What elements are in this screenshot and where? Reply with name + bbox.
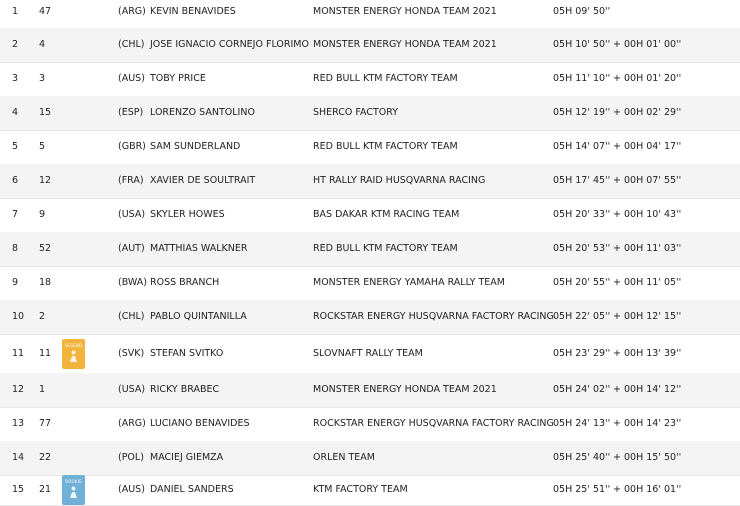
total-time-cell: 05H 14' 07'' xyxy=(553,141,611,152)
rider-name-link[interactable]: PABLO QUINTANILLA xyxy=(150,311,247,322)
total-time-cell: 05H 25' 40'' xyxy=(553,452,611,463)
bib-number-cell: 4 xyxy=(39,39,46,50)
nationality-cell: (USA) xyxy=(118,209,146,220)
table-row[interactable] xyxy=(0,28,740,63)
total-time-cell: 05H 20' 53'' xyxy=(553,243,611,254)
bib-number-cell: 22 xyxy=(39,452,52,463)
total-time-cell: 05H 22' 05'' xyxy=(553,311,611,322)
rider-figure-icon xyxy=(68,486,79,499)
bib-number-cell: 5 xyxy=(39,141,46,152)
nationality-cell: (ARG) xyxy=(118,418,146,429)
rider-name-link[interactable]: JOSE IGNACIO CORNEJO FLORIMO xyxy=(150,39,309,50)
bib-number-cell: 15 xyxy=(39,107,52,118)
time-gap-cell: + 00H 07' 55'' xyxy=(613,175,682,186)
team-name-cell: KTM FACTORY TEAM xyxy=(313,484,408,495)
position-cell: 8 xyxy=(12,243,19,254)
nationality-cell: (SVK) xyxy=(118,348,145,359)
bib-number-cell: 9 xyxy=(39,209,46,220)
time-gap-cell: + 00H 14' 12'' xyxy=(613,384,682,395)
bib-number-cell: 3 xyxy=(39,73,46,84)
nationality-cell: (AUT) xyxy=(118,243,145,254)
rider-name-link[interactable]: ROSS BRANCH xyxy=(150,277,220,288)
rider-name-link[interactable]: STEFAN SVITKO xyxy=(150,348,224,359)
nationality-cell: (GBR) xyxy=(118,141,146,152)
team-name-cell: SHERCO FACTORY xyxy=(313,107,399,118)
rider-name-link[interactable]: DANIEL SANDERS xyxy=(150,484,234,495)
table-row[interactable] xyxy=(0,441,740,476)
team-name-cell: SLOVNAFT RALLY TEAM xyxy=(313,348,423,359)
time-gap-cell: + 00H 14' 23'' xyxy=(613,418,682,429)
rider-name-link[interactable]: KEVIN BENAVIDES xyxy=(150,6,236,17)
table-row[interactable] xyxy=(0,266,740,301)
position-cell: 4 xyxy=(12,107,19,118)
rider-name-link[interactable]: MACIEJ GIEMZA xyxy=(150,452,224,463)
nationality-cell: (CHL) xyxy=(118,311,145,322)
table-row[interactable] xyxy=(0,198,740,233)
position-cell: 14 xyxy=(12,452,25,463)
bib-number-cell: 52 xyxy=(39,243,52,254)
bib-number-cell: 18 xyxy=(39,277,52,288)
time-gap-cell: + 00H 16' 01'' xyxy=(613,484,682,495)
position-cell: 3 xyxy=(12,73,19,84)
time-gap-cell: + 00H 12' 15'' xyxy=(613,311,682,322)
table-row[interactable] xyxy=(0,475,740,506)
time-gap-cell: + 00H 01' 00'' xyxy=(613,39,682,50)
time-gap-cell: + 00H 15' 50'' xyxy=(613,452,682,463)
rider-name-link[interactable]: XAVIER DE SOULTRAIT xyxy=(150,175,256,186)
team-name-cell: BAS DAKAR KTM RACING TEAM xyxy=(313,209,460,220)
position-cell: 9 xyxy=(12,277,19,288)
total-time-cell: 05H 12' 19'' xyxy=(553,107,611,118)
team-name-cell: MONSTER ENERGY HONDA TEAM 2021 xyxy=(313,6,497,17)
total-time-cell: 05H 24' 02'' xyxy=(553,384,611,395)
bib-number-cell: 47 xyxy=(39,6,52,17)
nationality-cell: (FRA) xyxy=(118,175,144,186)
rider-name-link[interactable]: TOBY PRICE xyxy=(150,73,206,84)
nationality-cell: (POL) xyxy=(118,452,144,463)
table-row[interactable] xyxy=(0,0,740,29)
nationality-cell: (AUS) xyxy=(118,73,145,84)
nationality-cell: (ESP) xyxy=(118,107,144,118)
total-time-cell: 05H 24' 13'' xyxy=(553,418,611,429)
position-cell: 5 xyxy=(12,141,19,152)
team-name-cell: ROCKSTAR ENERGY HUSQVARNA FACTORY RACING xyxy=(313,418,554,429)
time-gap-cell: + 00H 10' 43'' xyxy=(613,209,682,220)
table-row[interactable] xyxy=(0,96,740,131)
team-name-cell: MONSTER ENERGY HONDA TEAM 2021 xyxy=(313,384,497,395)
rider-name-link[interactable]: MATTHIAS WALKNER xyxy=(150,243,248,254)
table-row[interactable] xyxy=(0,300,740,335)
time-gap-cell: + 00H 02' 29'' xyxy=(613,107,682,118)
total-time-cell: 05H 10' 50'' xyxy=(553,39,611,50)
nationality-cell: (USA) xyxy=(118,384,146,395)
table-row[interactable] xyxy=(0,130,740,165)
rider-name-link[interactable]: SKYLER HOWES xyxy=(150,209,225,220)
table-row[interactable] xyxy=(0,407,740,442)
bib-number-cell: 11 xyxy=(39,348,52,359)
position-cell: 1 xyxy=(12,6,19,17)
team-name-cell: RED BULL KTM FACTORY TEAM xyxy=(313,243,458,254)
total-time-cell: 05H 23' 29'' xyxy=(553,348,611,359)
position-cell: 6 xyxy=(12,175,19,186)
bib-number-cell: 12 xyxy=(39,175,52,186)
table-row[interactable] xyxy=(0,164,740,199)
time-gap-cell: + 00H 11' 05'' xyxy=(613,277,682,288)
bib-number-cell: 21 xyxy=(39,484,52,495)
total-time-cell: 05H 20' 33'' xyxy=(553,209,611,220)
time-gap-cell: + 00H 04' 17'' xyxy=(613,141,682,152)
rider-figure-icon xyxy=(68,350,79,363)
team-name-cell: MONSTER ENERGY YAMAHA RALLY TEAM xyxy=(313,277,505,288)
rider-name-link[interactable]: LORENZO SANTOLINO xyxy=(150,107,255,118)
position-cell: 7 xyxy=(12,209,19,220)
position-cell: 10 xyxy=(12,311,25,322)
bib-number-cell: 1 xyxy=(39,384,46,395)
position-cell: 11 xyxy=(12,348,25,359)
position-cell: 15 xyxy=(12,484,25,495)
total-time-cell: 05H 17' 45'' xyxy=(553,175,611,186)
table-row[interactable] xyxy=(0,62,740,97)
rider-name-link[interactable]: SAM SUNDERLAND xyxy=(150,141,241,152)
badge-label: LEGEND xyxy=(64,343,83,348)
category-badge xyxy=(62,475,85,505)
nationality-cell: (AUS) xyxy=(118,484,145,495)
rider-name-link[interactable]: LUCIANO BENAVIDES xyxy=(150,418,250,429)
team-name-cell: RED BULL KTM FACTORY TEAM xyxy=(313,141,458,152)
team-name-cell: MONSTER ENERGY HONDA TEAM 2021 xyxy=(313,39,497,50)
total-time-cell: 05H 09' 50'' xyxy=(553,6,611,17)
total-time-cell: 05H 25' 51'' xyxy=(553,484,611,495)
team-name-cell: ORLEN TEAM xyxy=(313,452,376,463)
table-row[interactable] xyxy=(0,373,740,408)
team-name-cell: HT RALLY RAID HUSQVARNA RACING xyxy=(313,175,486,186)
category-badge xyxy=(62,339,85,369)
bib-number-cell: 77 xyxy=(39,418,52,429)
time-gap-cell: + 00H 11' 03'' xyxy=(613,243,682,254)
position-cell: 13 xyxy=(12,418,25,429)
table-row[interactable] xyxy=(0,334,740,374)
nationality-cell: (ARG) xyxy=(118,6,146,17)
position-cell: 2 xyxy=(12,39,19,50)
total-time-cell: 05H 20' 55'' xyxy=(553,277,611,288)
badge-label: ROOKIE xyxy=(65,479,82,484)
team-name-cell: RED BULL KTM FACTORY TEAM xyxy=(313,73,458,84)
nationality-cell: (BWA) xyxy=(118,277,147,288)
time-gap-cell: + 00H 13' 39'' xyxy=(613,348,682,359)
team-name-cell: ROCKSTAR ENERGY HUSQVARNA FACTORY RACING xyxy=(313,311,554,322)
bib-number-cell: 2 xyxy=(39,311,46,322)
position-cell: 12 xyxy=(12,384,25,395)
rider-name-link[interactable]: RICKY BRABEC xyxy=(150,384,220,395)
table-row[interactable] xyxy=(0,232,740,267)
total-time-cell: 05H 11' 10'' xyxy=(553,73,611,84)
nationality-cell: (CHL) xyxy=(118,39,145,50)
time-gap-cell: + 00H 01' 20'' xyxy=(613,73,682,84)
